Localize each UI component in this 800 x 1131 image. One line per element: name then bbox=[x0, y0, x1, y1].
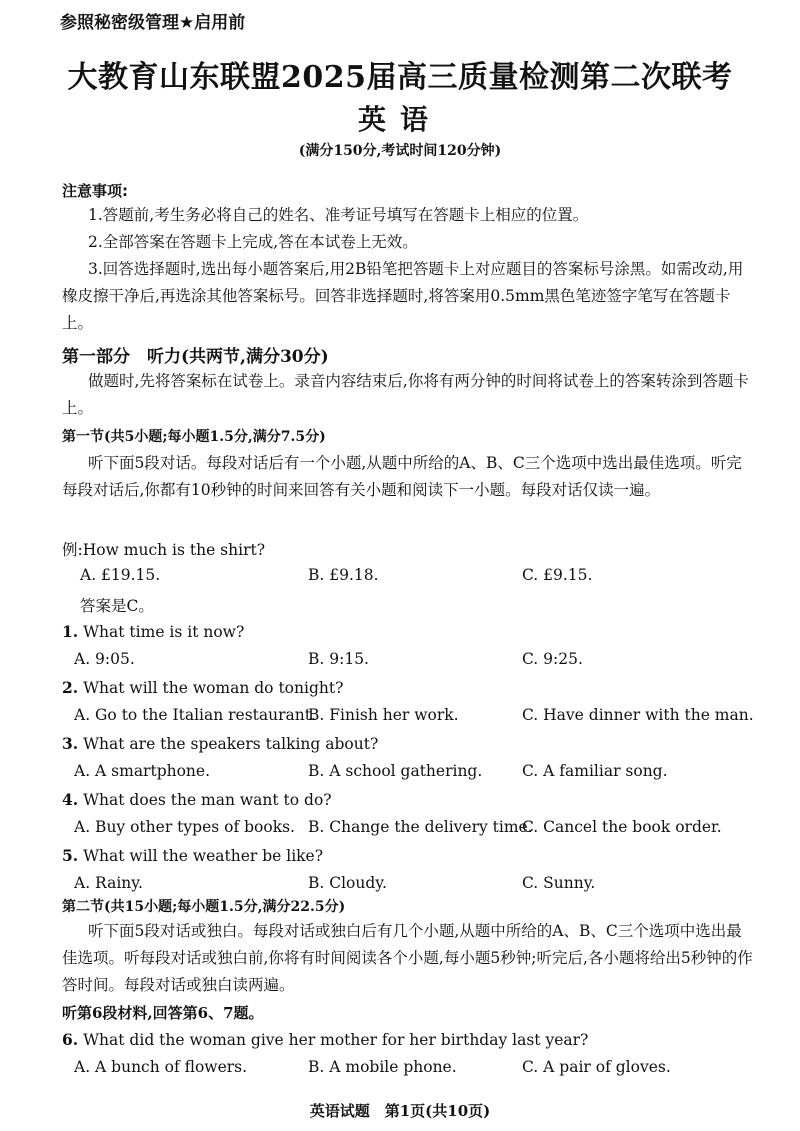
question-4: 4. What does the man want to do? bbox=[62, 790, 332, 809]
exam-title: 大教育山东联盟2025届高三质量检测第二次联考 bbox=[67, 60, 733, 95]
example-option-b: B. £9.18. bbox=[308, 566, 379, 584]
note-item-3: 3.回答选择题时,选出每小题答案后,用2B铅笔把答题卡上对应题目的答案标号涂黑。如需改动,用橡皮擦干净后,再选涂其他答案标号。回答非选择题时,将答案用0.5mm黑色笔迹签字笔写在答题卡上。 bbox=[62, 260, 744, 332]
note-item-1: 1.答题前,考生务必将自己的姓名、准考证号填写在答题卡上相应的位置。 bbox=[88, 206, 589, 224]
part1-title: 第一部分 听力(共两节,满分30分) bbox=[62, 347, 329, 367]
q1-option-a: A. 9:05. bbox=[74, 650, 135, 668]
q3-option-a: A. A smartphone. bbox=[74, 762, 211, 780]
question-2: 2. What will the woman do tonight? bbox=[62, 678, 344, 697]
section1-instruction: 听下面5段对话。每段对话后有一个小题,从题中所给的A、B、C三个选项中选出最佳选项。听完每段对话后,你都有10秒钟的时间来回答有关小题和阅读下一小题。每段对话仅读一遍。 bbox=[62, 454, 742, 499]
notes-heading: 注意事项: bbox=[62, 182, 128, 200]
q1-option-c: C. 9:25. bbox=[522, 650, 583, 668]
q6-option-a: A. A bunch of flowers. bbox=[74, 1058, 248, 1076]
q6-option-b: B. A mobile phone. bbox=[308, 1058, 457, 1076]
q4-option-b: B. Change the delivery time. bbox=[308, 818, 533, 836]
section2-title: 第二节(共15小题;每小题1.5分,满分22.5分) bbox=[62, 899, 346, 915]
question-1: 1. What time is it now? bbox=[62, 622, 245, 641]
section1-title: 第一节(共5小题;每小题1.5分,满分7.5分) bbox=[62, 429, 326, 445]
q4-option-c: C. Cancel the book order. bbox=[522, 818, 722, 836]
example-option-a: A. £19.15. bbox=[80, 566, 161, 584]
example-answer: 答案是C。 bbox=[80, 597, 154, 615]
page-footer: 英语试题 第1页(共10页) bbox=[309, 1102, 491, 1120]
q2-option-a: A. Go to the Italian restaurant. bbox=[74, 706, 316, 724]
q5-option-c: C. Sunny. bbox=[522, 874, 596, 892]
question-3: 3. What are the speakers talking about? bbox=[62, 734, 379, 753]
example-prompt: 例:How much is the shirt? bbox=[62, 541, 266, 559]
example-option-c: C. £9.15. bbox=[522, 566, 593, 584]
secrecy-label: 参照秘密级管理★启用前 bbox=[60, 13, 246, 33]
q4-option-a: A. Buy other types of books. bbox=[74, 818, 295, 836]
section2-instruction: 听下面5段对话或独白。每段对话或独白后有几个小题,从题中所给的A、B、C三个选项中选出最佳选项。听每段对话或独白前,你将有时间阅读各个小题,每小题5秒钟;听完后,各小题将给出5秒钟的作答时间。每段对话或独白读两遍。 bbox=[62, 922, 753, 994]
material-6-label: 听第6段材料,回答第6、7题。 bbox=[62, 1004, 264, 1022]
question-5: 5. What will the weather be like? bbox=[62, 846, 324, 865]
q6-option-c: C. A pair of gloves. bbox=[522, 1058, 671, 1076]
question-6: 6. What did the woman give her mother for her birthday last year? bbox=[62, 1030, 589, 1049]
q5-option-b: B. Cloudy. bbox=[308, 874, 387, 892]
note-item-2: 2.全部答案在答题卡上完成,答在本试卷上无效。 bbox=[88, 233, 418, 251]
q1-option-b: B. 9:15. bbox=[308, 650, 369, 668]
q2-option-c: C. Have dinner with the man. bbox=[522, 706, 754, 724]
q2-option-b: B. Finish her work. bbox=[308, 706, 459, 724]
subject-title: 英语 bbox=[357, 103, 442, 136]
q5-option-a: A. Rainy. bbox=[74, 874, 143, 892]
part1-instruction: 做题时,先将答案标在试卷上。录音内容结束后,你将有两分钟的时间将试卷上的答案转涂到答题卡上。 bbox=[62, 372, 749, 417]
score-info: (满分150分,考试时间120分钟) bbox=[298, 143, 502, 159]
q3-option-b: B. A school gathering. bbox=[308, 762, 483, 780]
q3-option-c: C. A familiar song. bbox=[522, 762, 668, 780]
